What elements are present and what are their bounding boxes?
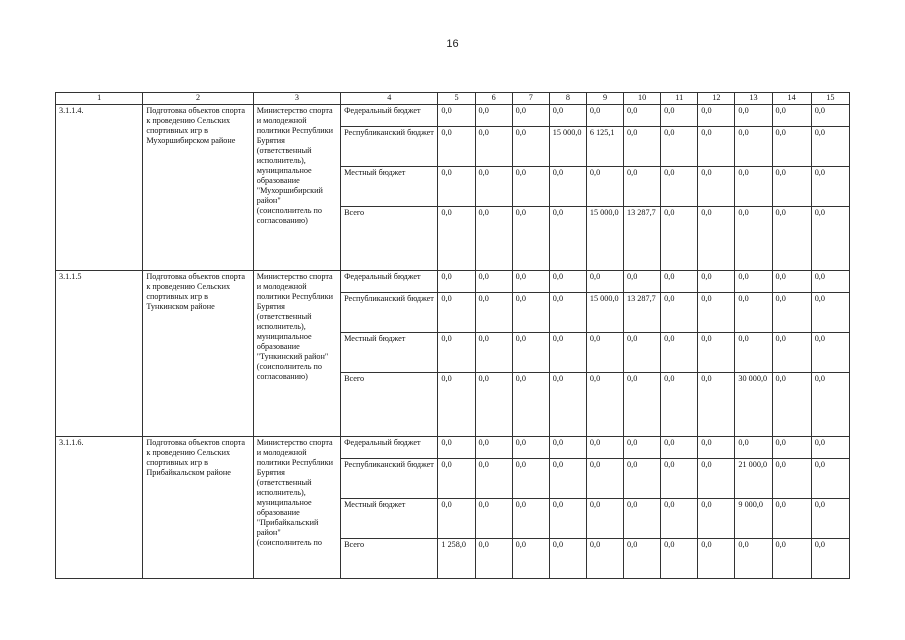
amount-cell: 0,0 [624,437,661,459]
amount-cell: 0,0 [512,499,549,539]
amount-cell: 0,0 [772,539,811,579]
amount-cell: 9 000,0 [735,499,772,539]
column-header: 12 [698,93,735,105]
amount-cell: 0,0 [772,373,811,437]
funding-source: Местный бюджет [341,499,438,539]
amount-cell: 0,0 [698,105,735,127]
amount-cell: 0,0 [475,437,512,459]
amount-cell: 0,0 [549,271,586,293]
amount-cell: 0,0 [512,373,549,437]
amount-cell: 0,0 [624,127,661,167]
amount-cell: 0,0 [586,499,623,539]
amount-cell: 0,0 [624,333,661,373]
table-row [56,271,850,293]
amount-cell: 0,0 [475,127,512,167]
amount-cell: 15 000,0 [549,127,586,167]
amount-cell: 0,0 [586,539,623,579]
amount-cell: 0,0 [586,271,623,293]
amount-cell: 0,0 [475,373,512,437]
amount-cell: 0,0 [475,105,512,127]
amount-cell: 0,0 [512,437,549,459]
amount-cell: 0,0 [438,459,475,499]
amount-cell: 0,0 [698,459,735,499]
amount-cell: 0,0 [772,167,811,207]
amount-cell: 0,0 [661,207,698,271]
measure-name: Подготовка объектов спорта к проведению Сельских спортивных игр в Тункинском районе [143,271,253,437]
funding-source: Всего [341,373,438,437]
amount-cell: 0,0 [698,373,735,437]
column-header: 10 [624,93,661,105]
amount-cell: 0,0 [735,437,772,459]
amount-cell: 15 000,0 [586,207,623,271]
amount-cell: 0,0 [438,207,475,271]
amount-cell: 0,0 [549,293,586,333]
column-header: 3 [253,93,340,105]
amount-cell: 13 287,7 [624,293,661,333]
amount-cell: 0,0 [512,333,549,373]
column-header: 5 [438,93,475,105]
amount-cell: 0,0 [772,105,811,127]
amount-cell: 0,0 [586,437,623,459]
amount-cell: 0,0 [624,271,661,293]
amount-cell: 0,0 [735,539,772,579]
amount-cell: 0,0 [661,271,698,293]
funding-source: Всего [341,207,438,271]
column-header: 2 [143,93,253,105]
amount-cell: 0,0 [772,127,811,167]
amount-cell: 0,0 [438,499,475,539]
amount-cell: 0,0 [735,105,772,127]
table-row [56,437,850,459]
amount-cell: 0,0 [512,293,549,333]
amount-cell: 0,0 [698,437,735,459]
amount-cell: 0,0 [512,271,549,293]
amount-cell: 0,0 [811,167,849,207]
amount-cell: 0,0 [698,333,735,373]
measure-code: 3.1.1.4. [56,105,143,271]
amount-cell: 0,0 [698,127,735,167]
amount-cell: 0,0 [772,271,811,293]
amount-cell: 0,0 [811,127,849,167]
amount-cell: 0,0 [772,437,811,459]
column-header: 6 [475,93,512,105]
funding-source: Федеральный бюджет [341,105,438,127]
amount-cell: 0,0 [475,333,512,373]
amount-cell: 0,0 [586,167,623,207]
amount-cell: 0,0 [549,499,586,539]
amount-cell: 0,0 [661,167,698,207]
amount-cell: 0,0 [661,459,698,499]
amount-cell: 30 000,0 [735,373,772,437]
amount-cell: 0,0 [438,105,475,127]
funding-source: Местный бюджет [341,333,438,373]
amount-cell: 0,0 [661,333,698,373]
amount-cell: 0,0 [512,207,549,271]
amount-cell: 21 000,0 [735,459,772,499]
amount-cell: 0,0 [512,127,549,167]
funding-source: Местный бюджет [341,167,438,207]
funding-source: Республиканский бюджет [341,127,438,167]
amount-cell: 0,0 [811,437,849,459]
measure-code: 3.1.1.5 [56,271,143,437]
amount-cell: 0,0 [811,499,849,539]
amount-cell: 0,0 [438,167,475,207]
amount-cell: 0,0 [624,167,661,207]
amount-cell: 0,0 [438,437,475,459]
table-body [56,105,850,579]
amount-cell: 0,0 [475,499,512,539]
table-header [56,93,850,105]
measure-name: Подготовка объектов спорта к проведению Сельских спортивных игр в Мухоршибирском районе [143,105,253,271]
amount-cell: 0,0 [549,373,586,437]
amount-cell: 0,0 [512,105,549,127]
column-header: 13 [735,93,772,105]
amount-cell: 0,0 [772,293,811,333]
amount-cell: 0,0 [735,167,772,207]
amount-cell: 0,0 [661,539,698,579]
funding-source: Всего [341,539,438,579]
amount-cell: 0,0 [698,539,735,579]
amount-cell: 0,0 [698,271,735,293]
amount-cell: 0,0 [512,459,549,499]
amount-cell: 0,0 [438,127,475,167]
column-header: 4 [341,93,438,105]
amount-cell: 0,0 [624,105,661,127]
amount-cell: 0,0 [549,539,586,579]
amount-cell: 0,0 [661,499,698,539]
funding-source: Республиканский бюджет [341,293,438,333]
amount-cell: 0,0 [811,333,849,373]
amount-cell: 0,0 [549,333,586,373]
column-header: 11 [661,93,698,105]
measure-name: Подготовка объектов спорта к проведению Сельских спортивных игр в Прибайкальском районе [143,437,253,579]
amount-cell: 0,0 [735,207,772,271]
amount-cell: 0,0 [698,293,735,333]
amount-cell: 0,0 [475,293,512,333]
amount-cell: 13 287,7 [624,207,661,271]
measure-executor: Министерство спорта и молодежной политики Республики Бурятия (ответственный исполнитель), муниципальное образование "Мухоршибирский район" (соисполнитель по согласованию) [253,105,340,271]
amount-cell: 0,0 [811,207,849,271]
funding-source: Федеральный бюджет [341,271,438,293]
amount-cell: 6 125,1 [586,127,623,167]
amount-cell: 0,0 [661,437,698,459]
amount-cell: 0,0 [735,127,772,167]
page-number: 16 [446,38,459,50]
amount-cell: 0,0 [438,373,475,437]
measure-executor: Министерство спорта и молодежной политики Республики Бурятия (ответственный исполнитель), муниципальное образование "Тункинский район" (соисполнитель по согласованию) [253,271,340,437]
amount-cell: 0,0 [438,293,475,333]
amount-cell: 0,0 [586,459,623,499]
amount-cell: 0,0 [438,333,475,373]
amount-cell: 0,0 [438,271,475,293]
table-row [56,105,850,127]
measure-executor: Министерство спорта и молодежной политики Республики Бурятия (ответственный исполнитель), муниципальное образование "Прибайкальский район" (соисполнитель по [253,437,340,579]
amount-cell: 0,0 [549,459,586,499]
amount-cell: 0,0 [811,539,849,579]
amount-cell: 15 000,0 [586,293,623,333]
amount-cell: 0,0 [549,437,586,459]
amount-cell: 0,0 [661,293,698,333]
amount-cell: 0,0 [772,499,811,539]
column-header: 8 [549,93,586,105]
amount-cell: 1 258,0 [438,539,475,579]
column-header: 1 [56,93,143,105]
amount-cell: 0,0 [661,373,698,437]
measure-code: 3.1.1.6. [56,437,143,579]
amount-cell: 0,0 [698,167,735,207]
amount-cell: 0,0 [586,105,623,127]
amount-cell: 0,0 [475,271,512,293]
amount-cell: 0,0 [624,459,661,499]
amount-cell: 0,0 [549,167,586,207]
funding-source: Республиканский бюджет [341,459,438,499]
amount-cell: 0,0 [698,207,735,271]
amount-cell: 0,0 [512,167,549,207]
amount-cell: 0,0 [549,207,586,271]
column-header: 9 [586,93,623,105]
amount-cell: 0,0 [772,207,811,271]
amount-cell: 0,0 [698,499,735,539]
amount-cell: 0,0 [811,459,849,499]
amount-cell: 0,0 [735,271,772,293]
header-row [56,93,850,105]
amount-cell: 0,0 [661,127,698,167]
amount-cell: 0,0 [512,539,549,579]
amount-cell: 0,0 [661,105,698,127]
amount-cell: 0,0 [549,105,586,127]
amount-cell: 0,0 [772,459,811,499]
amount-cell: 0,0 [624,539,661,579]
amount-cell: 0,0 [811,293,849,333]
amount-cell: 0,0 [772,333,811,373]
amount-cell: 0,0 [586,333,623,373]
amount-cell: 0,0 [735,333,772,373]
amount-cell: 0,0 [475,167,512,207]
column-header: 15 [811,93,849,105]
column-header: 7 [512,93,549,105]
amount-cell: 0,0 [475,459,512,499]
amount-cell: 0,0 [735,293,772,333]
amount-cell: 0,0 [475,539,512,579]
amount-cell: 0,0 [811,271,849,293]
amount-cell: 0,0 [811,105,849,127]
column-header: 14 [772,93,811,105]
amount-cell: 0,0 [475,207,512,271]
amount-cell: 0,0 [811,373,849,437]
funding-source: Федеральный бюджет [341,437,438,459]
amount-cell: 0,0 [624,499,661,539]
budget-table [55,92,850,579]
amount-cell: 0,0 [624,373,661,437]
amount-cell: 0,0 [586,373,623,437]
